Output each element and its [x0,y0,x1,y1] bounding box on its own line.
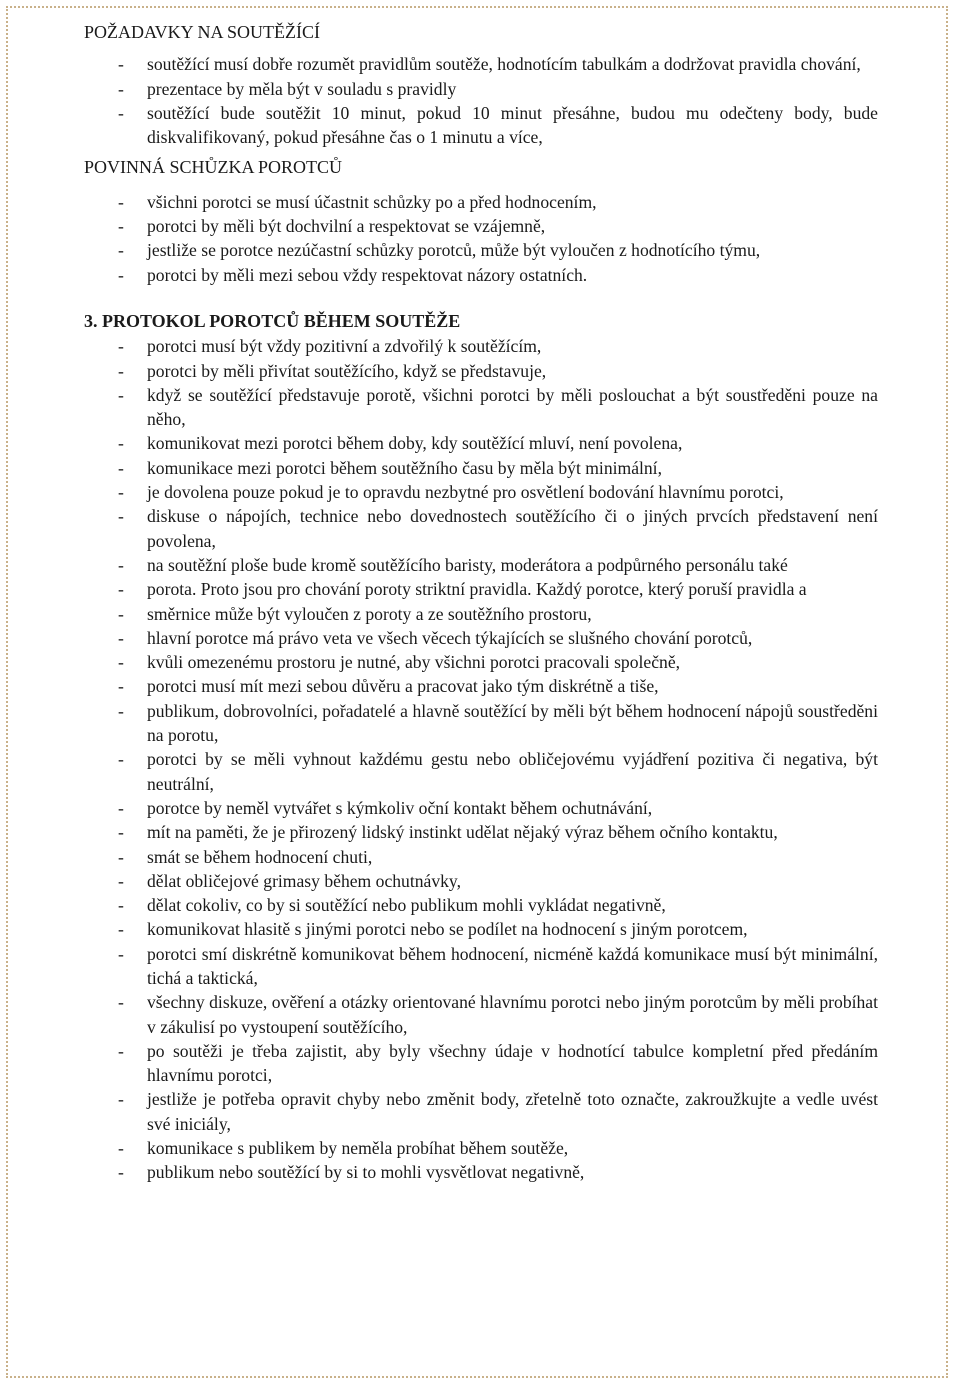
list-item: - je dovolena pouze pokud je to opravdu nezbytné pro osvětlení bodování hlavnímu porotci, [84,480,878,504]
dash-bullet: - [118,457,124,478]
dash-bullet: - [118,102,124,123]
dash-bullet: - [118,264,124,285]
list-item: - směrnice může být vyloučen z poroty a ze soutěžního prostoru, [84,602,878,626]
list-item: - porotci by měli mezi sebou vždy respektovat názory ostatních. [84,263,878,287]
dash-bullet: - [118,797,124,818]
list-item: - soutěžící musí dobře rozumět pravidlům soutěže, hodnotícím tabulkám a dodržovat pravidla chování, [84,52,878,76]
list-item: - kvůli omezenému prostoru je nutné, aby všichni porotci pracovali společně, [84,650,878,674]
list-item: - porotci musí mít mezi sebou důvěru a pracovat jako tým diskrétně a tiše, [84,674,878,698]
section-heading-protokol: 3. PROTOKOL POROTCŮ BĚHEM SOUTĚŽE [84,310,461,331]
dash-bullet: - [118,749,124,770]
list-item: - porotci by měli přivítat soutěžícího, když se představuje, [84,359,878,383]
list-item: - soutěžící bude soutěžit 10 minut, pokud 10 minut přesáhne, budou mu odečteny body, bude diskvalifikovaný, pokud přesáhne čas o 1 minutu a více, [118,102,878,148]
dash-bullet: - [118,895,124,916]
list-item: - komunikace mezi porotci během soutěžního času by měla být minimální, [84,456,878,480]
section-heading-schuzka: POVINNÁ SCHŮZKA POROTCŮ [84,157,343,178]
list-item: - komunikovat hlasitě s jinými porotci nebo se podílet na hodnocení s jiným porotcem, [84,917,878,941]
list-item: - jestliže se porotce nezúčastní schůzky porotců, může být vyloučen z hodnotícího týmu, [84,238,878,262]
list-item: - prezentace by měla být v souladu s pravidly [84,77,878,101]
list-item: - hlavní porotce má právo veta ve všech věcech týkajících se slušného chování porotců, [84,626,878,650]
list-item: - dělat cokoliv, co by si soutěžící nebo publikum mohli vykládat negativně, [84,893,878,917]
list-item: - dělat obličejové grimasy během ochutnávky, [84,869,878,893]
dash-bullet: - [118,579,124,600]
list-item: - porotci musí být vždy pozitivní a zdvořilý k soutěžícím, [84,334,878,358]
dash-bullet: - [118,919,124,940]
dash-bullet: - [118,384,124,405]
dash-bullet: - [118,700,124,721]
list-item: - publikum, dobrovolníci, pořadatelé a hlavně soutěžící by měli být během hodnocení nápojů soustředěni na porotu, [118,700,878,746]
dash-bullet: - [118,603,124,624]
dash-bullet: - [118,676,124,697]
list-item: - komunikace s publikem by neměla probíhat během soutěže, [84,1136,878,1160]
list-schuzka [84,190,878,287]
list-item: - porotci smí diskrétně komunikovat během hodnocení, nicméně každá komunikace musí být minimální, tichá a taktická, [118,943,878,988]
dash-bullet: - [118,216,124,237]
dash-bullet: - [118,336,124,357]
dash-bullet: - [118,78,124,99]
dash-bullet: - [118,1138,124,1159]
list-item: - publikum nebo soutěžící by si to mohli vysvětlovat negativně, [84,1160,878,1184]
dash-bullet: - [118,822,124,843]
list-item: - mít na paměti, že je přirozený lidský instinkt udělat nějaký výraz během očního kontaktu, [84,820,878,844]
list-protokol [84,334,878,1184]
list-item: - diskuse o nápojích, technice nebo dovednostech soutěžícího či o jiných prvcích představení není povolena, [118,506,878,551]
dash-bullet: - [118,943,124,964]
document-body [84,20,878,1185]
dash-bullet: - [118,554,124,575]
dash-bullet: - [118,846,124,867]
list-item: - všechny diskuze, ověření a otázky orientované hlavnímu porotci nebo jiným porotcům by měli probíhat v zákulisí po vystoupení soutěžícího, [118,992,878,1037]
dash-bullet: - [118,652,124,673]
dash-bullet: - [118,627,124,648]
dash-bullet: - [118,54,124,75]
list-item: - když se soutěžící představuje porotě, všichni porotci by měli poslouchat a být soustředěni pouze na něho, [118,384,878,430]
dash-bullet: - [118,1089,124,1110]
list-item: - smát se během hodnocení chuti, [84,845,878,869]
dash-bullet: - [118,482,124,503]
list-item: - na soutěžní ploše bude kromě soutěžícího baristy, moderátora a podpůrného personálu také [84,553,878,577]
list-item: - komunikovat mezi porotci během doby, kdy soutěžící mluví, není povolena, [84,431,878,455]
dash-bullet: - [118,360,124,381]
dash-bullet: - [118,240,124,261]
dash-bullet: - [118,506,124,527]
list-item: - porotci by se měli vyhnout každému gestu nebo obličejovému vyjádření pozitiva či negativa, být neutrální, [118,749,878,794]
dash-bullet: - [118,992,124,1013]
list-item: - porotce by neměl vytvářet s kýmkoliv oční kontakt během ochutnávání, [84,796,878,820]
dash-bullet: - [118,191,124,212]
list-item: - všichni porotci se musí účastnit schůzky po a před hodnocením, [84,190,878,214]
list-item: - porota. Proto jsou pro chování poroty striktní pravidla. Každý porotce, který poruší pravidla a [84,577,878,601]
list-item: - porotci by měli být dochvilní a respektovat se vzájemně, [84,214,878,238]
list-item: - jestliže je potřeba opravit chyby nebo změnit body, zřetelně toto označte, zakroužkujte a vedle uvést své iniciály, [118,1089,878,1134]
list-pozadavky [84,52,878,149]
dash-bullet: - [118,870,124,891]
list-item: - po soutěži je třeba zajistit, aby byly všechny údaje v hodnotící tabulce kompletní před předáním hlavnímu porotci, [118,1040,878,1086]
dash-bullet: - [118,1162,124,1183]
dash-bullet: - [118,1040,124,1061]
section-heading-pozadavky: POŽADAVKY NA SOUTĚŽÍCÍ [84,22,321,42]
dash-bullet: - [118,433,124,454]
